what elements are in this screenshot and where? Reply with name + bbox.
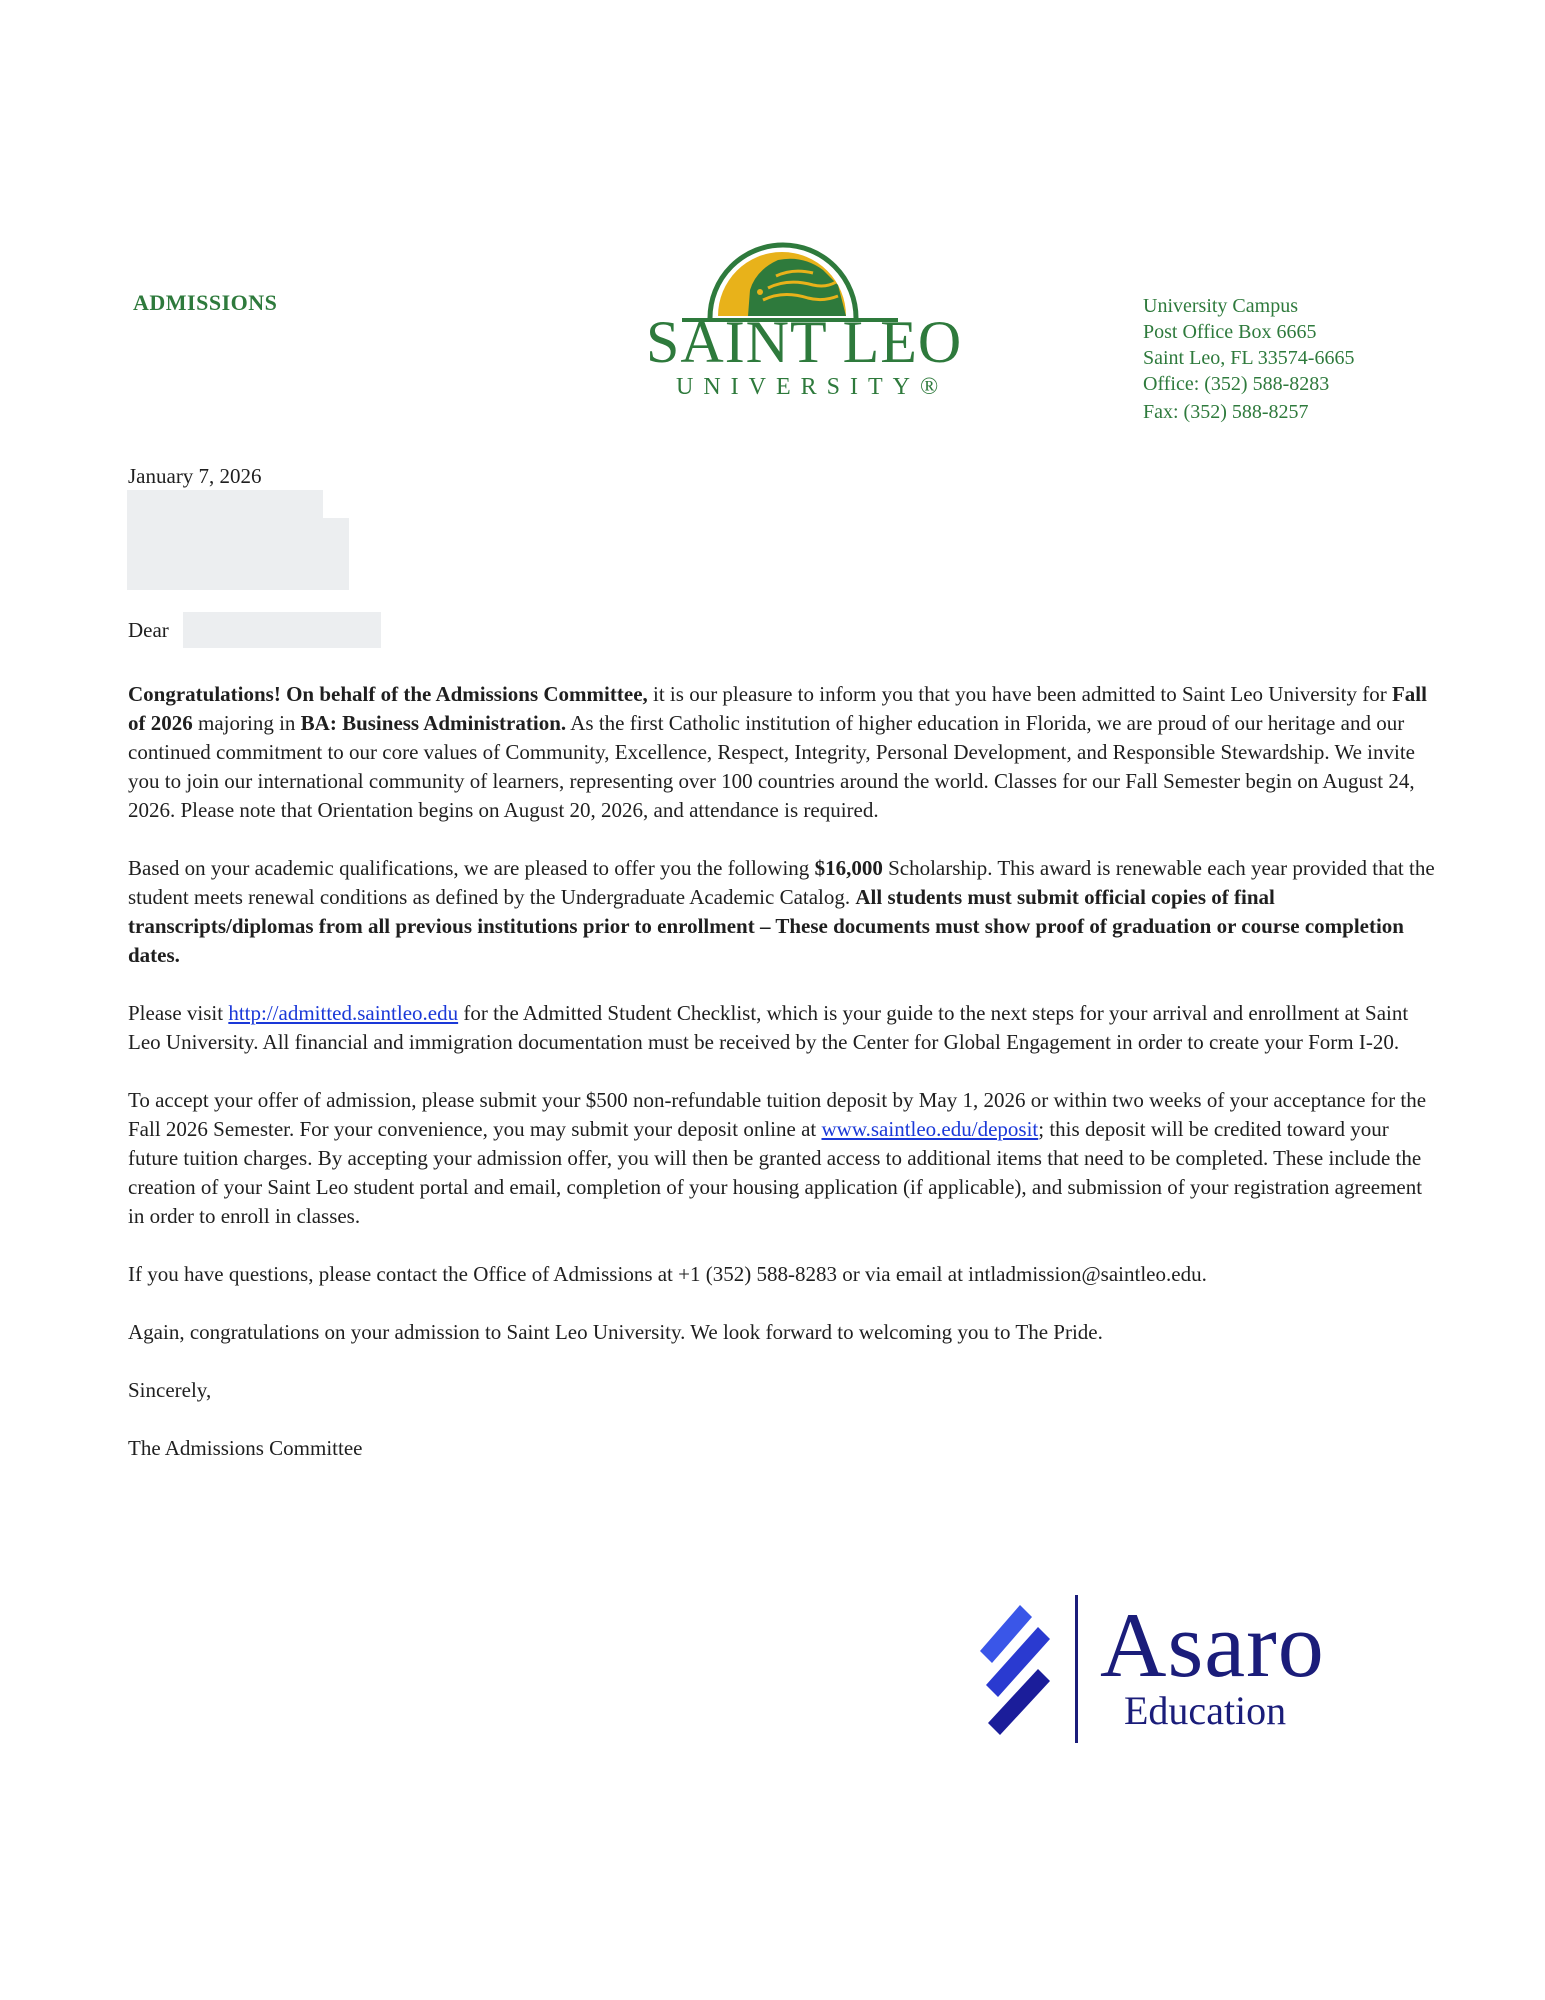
contact-line: Post Office Box 6665 (1143, 321, 1317, 343)
body-text: To accept your offer of admission, please submit your $500 non-refundable tuition deposit by May 1, 2026 or within two weeks of your acceptance for the Fall 2026 Semester. For your convenience, you may submit your deposit online at (128, 1088, 1427, 1141)
bold-text: BA: Business Administration. (300, 711, 567, 735)
paragraph-congratulations: Again, congratulations on your admission to Saint Leo University. We look forward to welcoming you to The Pride. (128, 1320, 1103, 1344)
contact-line: Saint Leo, FL 33574-6665 (1143, 347, 1355, 369)
body-text: Scholarship. This award is renewable each year provided that the student meets renewal conditions as defined by the Undergraduate Academic Catalog. (128, 856, 1435, 909)
signature: The Admissions Committee (128, 1436, 363, 1460)
greeting: Dear (128, 618, 169, 642)
body-text: ; this deposit will be credited toward your future tuition charges. By accepting your admission offer, you will then be granted access to additional items that need to be completed. These include the creation of your Saint Leo student portal and email, completion of your housing application (if applicable), and submission of your registration agreement in order to enroll in classes. (128, 1117, 1423, 1228)
closing: Sincerely, (128, 1378, 212, 1402)
redacted-recipient-name (183, 612, 381, 648)
contact-block (1143, 293, 1354, 425)
bold-text: Congratulations! On behalf of the Admissions Committee, (128, 682, 648, 706)
deposit-link[interactable]: www.saintleo.edu/deposit (821, 1117, 1039, 1141)
asaro-wordmark: Asaro (1100, 1594, 1325, 1696)
body-text: it is our pleasure to inform you that you have been admitted to Saint Leo University for (647, 682, 1392, 706)
redacted-address (127, 518, 349, 590)
asaro-stripes-icon (980, 1605, 1050, 1735)
paragraph-scholarship (128, 854, 1438, 970)
logo-wordmark: SAINT LEO (646, 309, 963, 375)
paragraph-checklist (128, 999, 1438, 1057)
contact-line: University Campus (1143, 295, 1298, 317)
body-text: majoring in (192, 711, 301, 735)
saint-leo-logo (638, 230, 963, 410)
asaro-subtitle: Education (1124, 1688, 1287, 1733)
watermark-divider (1075, 1595, 1078, 1743)
admitted-checklist-link[interactable]: http://admitted.saintleo.edu (228, 1001, 459, 1025)
contact-fax: Fax: (352) 588-8257 (1143, 401, 1309, 423)
contact-line: Office: (352) 588-8283 (1143, 373, 1330, 395)
body-text: As the first Catholic institution of higher education in Florida, we are proud of our heritage and our continued commitment to our core values of Community, Excellence, Respect, Integrity, Personal Development, and Responsible Stewardship. We invite you to join our international community of learners, representing over 100 countries around the world. Classes for our Fall Semester begin on August 24, 2026. Please note that Orientation begins on August 20, 2026, and attendance is required. (128, 711, 1415, 822)
body-text: Based on your academic qualifications, we are pleased to offer you the following (128, 856, 815, 880)
bold-text: All students must submit official copies of final transcripts/diplomas from all previous institutions prior to enrollment – These documents must show proof of graduation or course completion dates. (128, 885, 1404, 967)
body-text: Please visit (128, 1001, 229, 1025)
bold-text: Fall of 2026 (128, 682, 1427, 735)
department-heading: ADMISSIONS (133, 290, 278, 315)
asaro-education-watermark (980, 1595, 1360, 1745)
paragraph-questions: If you have questions, please contact the Office of Admissions at +1 (352) 588-8283 or via email at intladmission@saintleo.edu. (128, 1262, 1207, 1286)
bold-text: $16,000 (814, 856, 883, 880)
paragraph-deposit (128, 1086, 1438, 1231)
paragraph-admission (128, 680, 1438, 825)
logo-subtitle: UNIVERSITY® (676, 374, 949, 400)
letter-date: January 7, 2026 (128, 464, 262, 488)
body-text: for the Admitted Student Checklist, which is your guide to the next steps for your arrival and enrollment at Saint Leo University. All financial and immigration documentation must be received by the Center for Global Engagement in order to create your Form I-20. (128, 1001, 1409, 1054)
letter-body (128, 680, 1438, 1492)
redacted-address (127, 490, 323, 518)
